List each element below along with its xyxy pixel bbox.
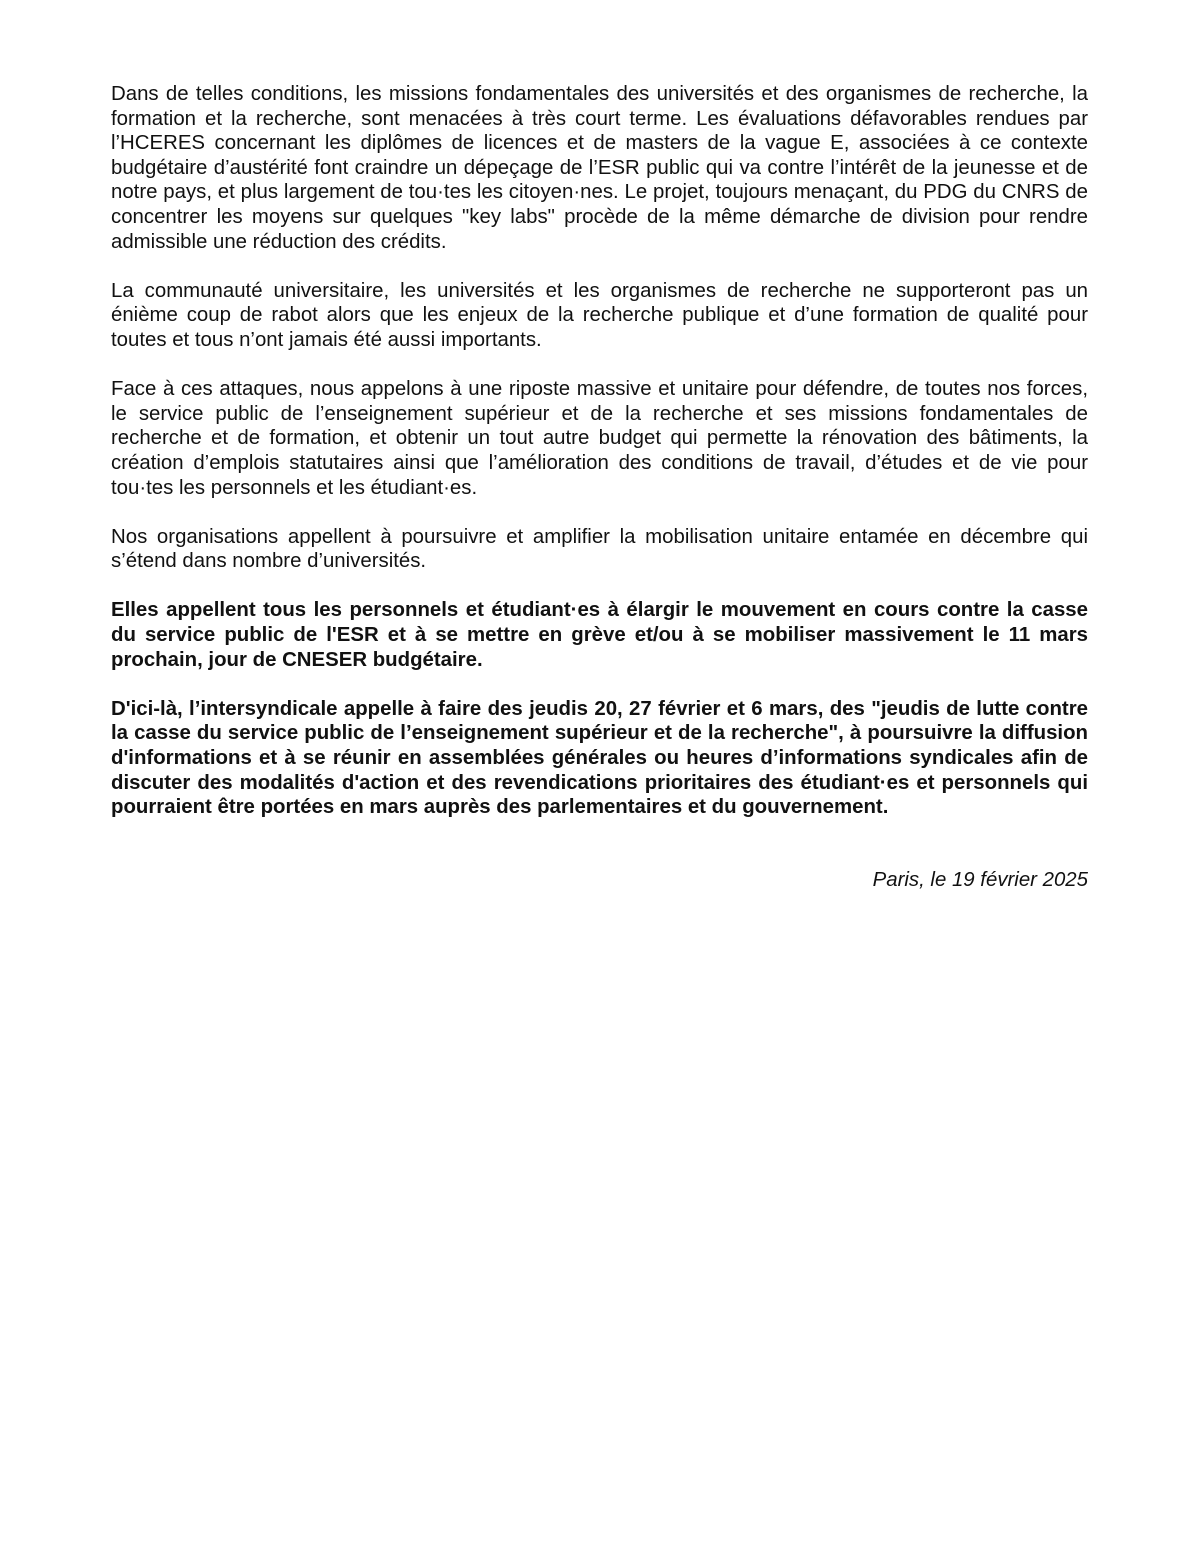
paragraph-budget-threat: Dans de telles conditions, les missions fondamentales des universités et des organismes de recherche, la formation et la recherche, sont menacées à très court terme. Les évaluations défavorables rendues par l’HCERES concernant les diplômes de licences et de masters de la vague E, associées à ce contexte budgétaire d’austérité font craindre un dépeçage de l’ESR public qui va contre l’intérêt de la jeunesse et de notre pays, et plus largement de tou·tes les citoyen·nes. Le projet, toujours menaçant, du PDG du CNRS de concentrer les moyens sur quelques "key labs" procède de la même démarche de division pour rendre admissible une réduction des crédits.	[111, 83, 1088, 253]
paragraph-call-to-riposte: Face à ces attaques, nous appelons à une riposte massive et unitaire pour défendre, de toutes nos forces, le service public de l’enseignement supérieur et de la recherche et ses missions fondamentales de recherche et de formation, et obtenir un tout autre budget qui permette la rénovation des bâtiments, la création d’emplois statutaires ainsi que l’amélioration des conditions de travail, d’études et de vie pour tou·tes les personnels et les étudiant·es.	[111, 378, 1088, 499]
document-body	[111, 82, 1088, 892]
place-and-date: Paris, le 19 février 2025	[872, 868, 1088, 891]
paragraph-thursday-actions: D'ici-là, l’intersyndicale appelle à faire des jeudis 20, 27 février et 6 mars, des "jeudis de lutte contre la casse du service public de l’enseignement supérieur et de la recherche", à poursuivre la diffusion d'informations et à se réunir en assemblées générales ou heures d’informations syndicales afin de discuter des modalités d'action et des revendications prioritaires des étudiant·es et personnels qui pourraient être portées en mars auprès des parlementaires et du gouvernement.	[111, 697, 1088, 819]
paragraph-mobilisation: Nos organisations appellent à poursuivre et amplifier la mobilisation unitaire entamée en décembre qui s’étend dans nombre d’universités.	[111, 525, 1088, 573]
paragraph-university-community: La communauté universitaire, les universités et les organismes de recherche ne supporteront pas un énième coup de rabot alors que les enjeux de la recherche publique et d’une formation de qualité pour toutes et tous n’ont jamais été aussi importants.	[111, 279, 1088, 351]
paragraph-strike-call: Elles appellent tous les personnels et étudiant·es à élargir le mouvement en cours contre la casse du service public de l'ESR et à se mettre en grève et/ou à se mobiliser massivement le 11 mars prochain, jour de CNESER budgétaire.	[111, 599, 1088, 671]
